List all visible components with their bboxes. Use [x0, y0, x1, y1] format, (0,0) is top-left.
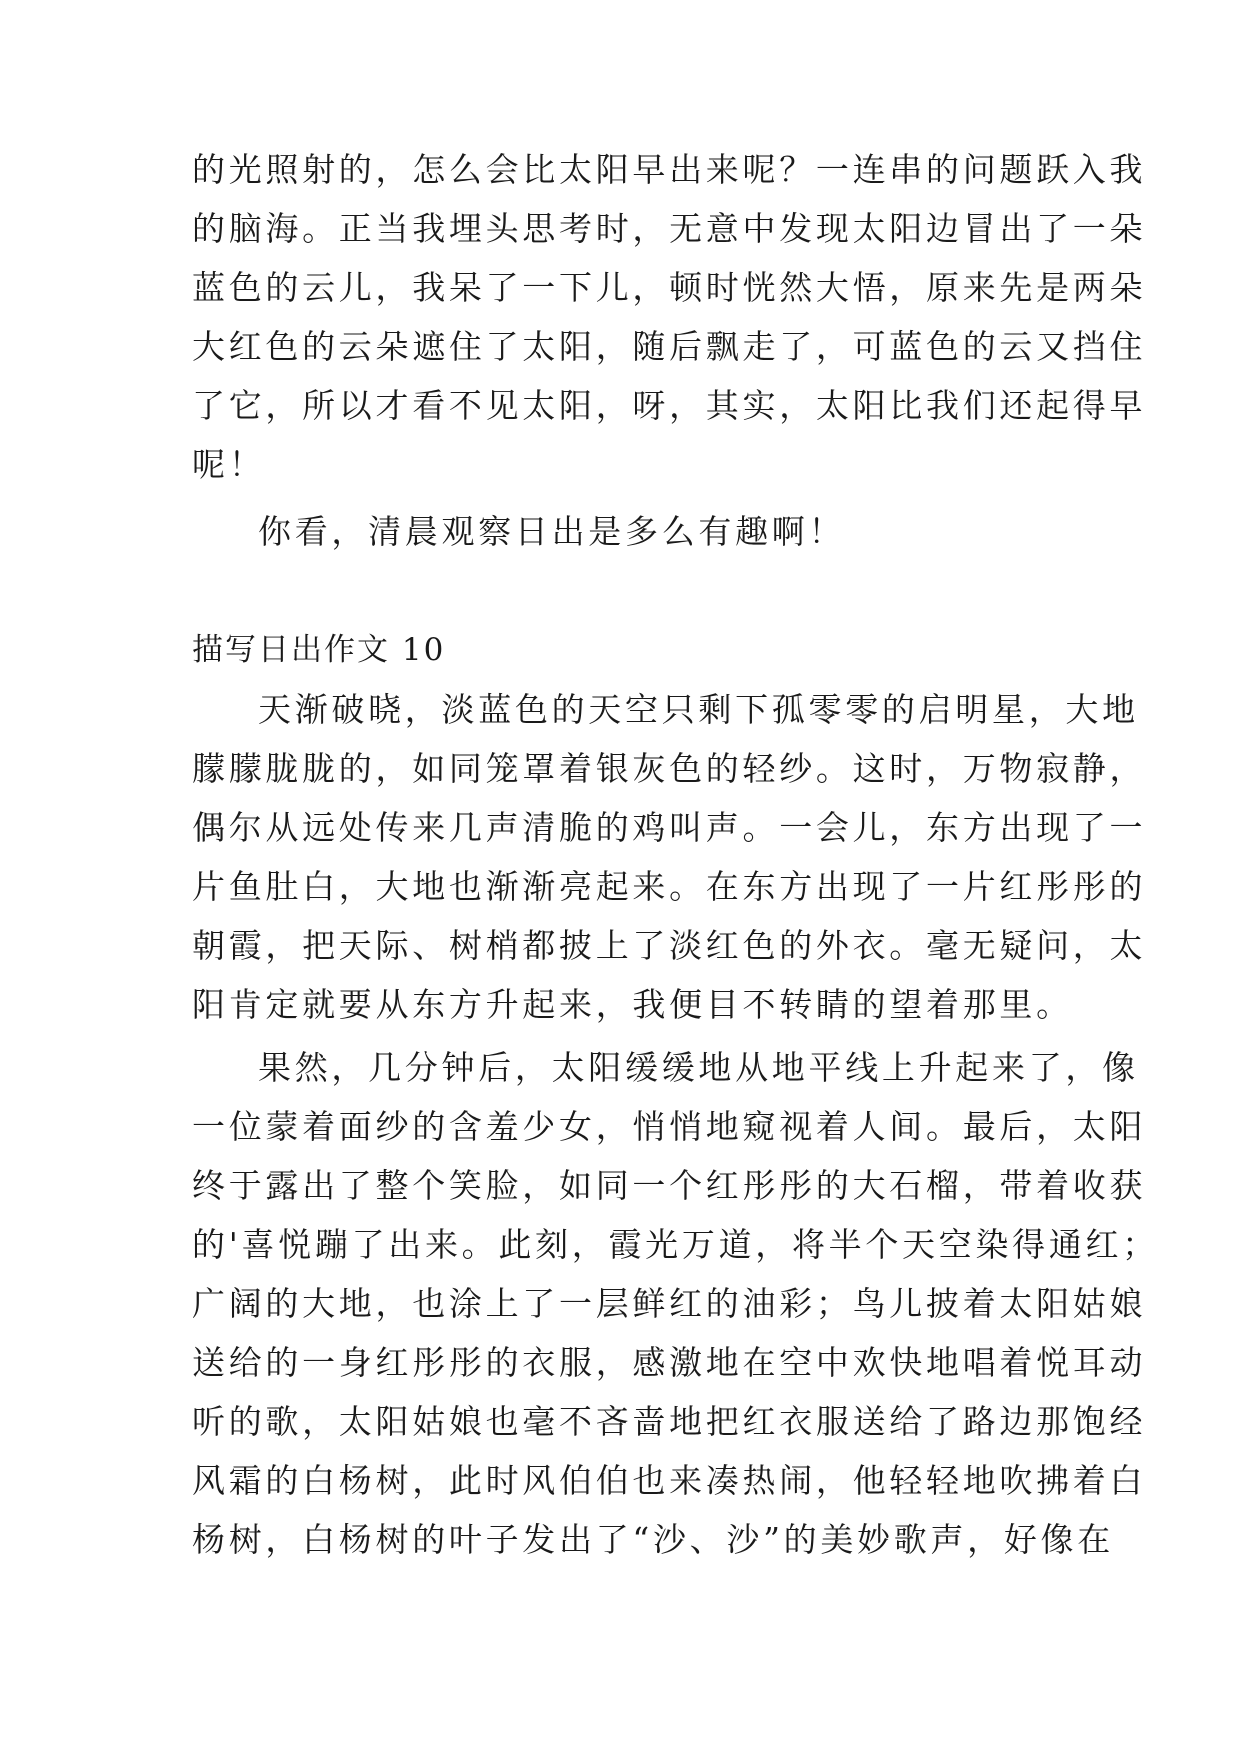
paragraph-line: 终于露出了整个笑脸，如同一个红彤彤的大石榴，带着收获: [192, 1166, 1147, 1205]
paragraph-line: 你看，清晨观察日出是多么有趣啊！: [258, 512, 846, 551]
paragraph-line: 杨树，白杨树的叶子发出了“沙、沙”的美妙歌声，好像在: [192, 1520, 1114, 1559]
paragraph-line: 广阔的大地，也涂上了一层鲜红的油彩；鸟儿披着太阳姑娘: [192, 1284, 1147, 1323]
paragraph-line: 的光照射的，怎么会比太阳早出来呢？一连串的问题跃入我: [192, 150, 1147, 189]
paragraph-line: 大红色的云朵遮住了太阳，随后飘走了，可蓝色的云又挡住: [192, 327, 1147, 366]
paragraph-line: 天渐破晓，淡蓝色的天空只剩下孤零零的启明星，大地: [258, 690, 1139, 729]
paragraph-line: 了它，所以才看不见太阳，呀，其实，太阳比我们还起得早: [192, 386, 1147, 425]
paragraph-line: 一位蒙着面纱的含羞少女，悄悄地窥视着人间。最后，太阳: [192, 1107, 1147, 1146]
paragraph-line: 果然，几分钟后，太阳缓缓地从地平线上升起来了，像: [258, 1048, 1139, 1087]
paragraph-line: 片鱼肚白，大地也渐渐亮起来。在东方出现了一片红彤彤的: [192, 867, 1147, 906]
paragraph-line: 蓝色的云儿，我呆了一下儿，顿时恍然大悟，原来先是两朵: [192, 268, 1147, 307]
paragraph-line: 偶尔从远处传来几声清脆的鸡叫声。一会儿，东方出现了一: [192, 808, 1147, 847]
paragraph-line: 风霜的白杨树，此时风伯伯也来凑热闹，他轻轻地吹拂着白: [192, 1461, 1147, 1500]
paragraph-line: 送给的一身红彤彤的衣服，感激地在空中欢快地唱着悦耳动: [192, 1343, 1147, 1382]
paragraph-line: 呢！: [192, 445, 266, 484]
paragraph-line: 听的歌，太阳姑娘也毫不吝啬地把红衣服送给了路边那饱经: [192, 1402, 1147, 1441]
paragraph-line: 阳肯定就要从东方升起来，我便目不转睛的望着那里。: [192, 985, 1073, 1024]
paragraph-line: 的脑海。正当我埋头思考时，无意中发现太阳边冒出了一朵: [192, 209, 1147, 248]
paragraph-line: 朦朦胧胧的，如同笼罩着银灰色的轻纱。这时，万物寂静，: [192, 749, 1147, 788]
paragraph-line: 的'喜悦蹦了出来。此刻，霞光万道，将半个天空染得通红；: [192, 1225, 1159, 1264]
paragraph-line: 朝霞，把天际、树梢都披上了淡红色的外衣。毫无疑问，太: [192, 926, 1147, 965]
section-heading: 描写日出作文 10: [192, 632, 446, 668]
